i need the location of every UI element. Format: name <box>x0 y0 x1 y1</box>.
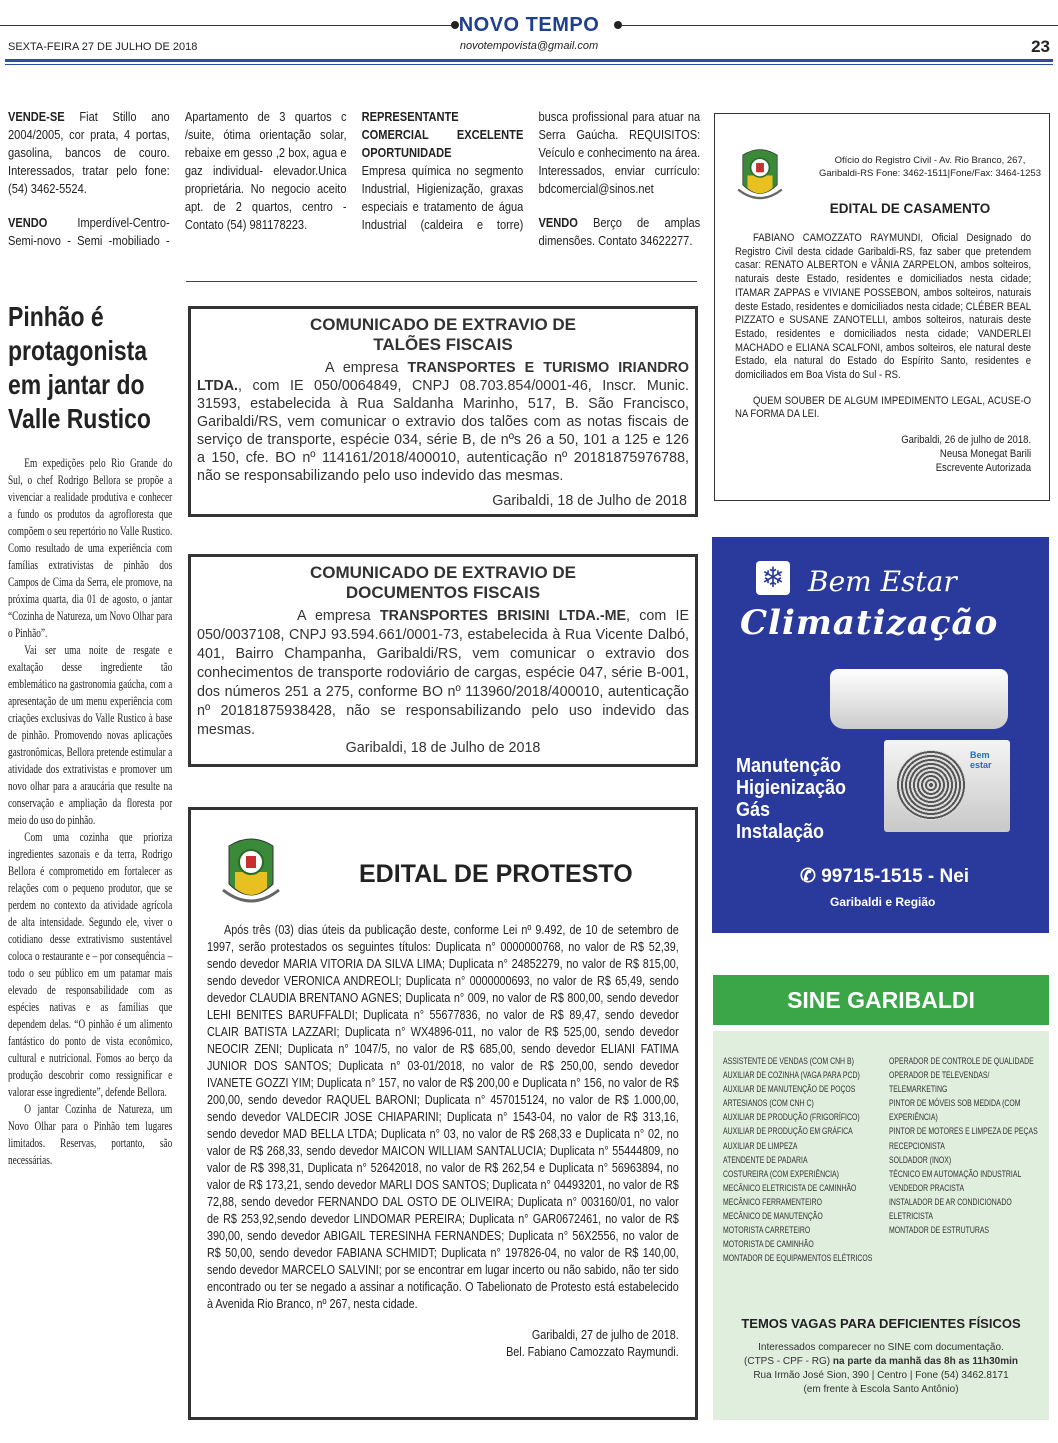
notice-text <box>191 359 695 485</box>
job-item: TÉCNICO EM AUTOMAÇÃO INDUSTRIAL <box>889 1168 1022 1180</box>
job-item: AUXILIAR DE LIMPEZA <box>723 1140 798 1152</box>
job-item: OPERADOR DE CONTROLE DE QUALIDADE <box>889 1056 1034 1067</box>
casamento-body: FABIANO CAMOZZATO RAYMUNDI, Oficial Designado do Registro Civil desta cidade Garibaldi-RS, faz saber que pretendem casar: RENATO ALBERTON e VÂNIA ZARPELON, ambos solteiros, naturais deste Estado, residentes e domiciliados nesta cidade; ITAMAR ZAPPAS e VIVIANE POSSEBON, ambos solteiros, naturais deste Estado, residentes e domiciliados nesta cidade; CLÉBER BEAL PIZZATO e SUSANE ZANOTELLI, ambos solteiros, naturais deste Estado, residentes e domiciliados nesta cidade; VANDERLEI MACHADO e ELIANA SCALFONI, ambos solteiros, ele natural deste Estado, ela natural do Estado do Espírito Santo, residentes e domiciliados em Boa Vista do Sul - RS. <box>735 232 1032 382</box>
casamento-date: Garibaldi, 26 de julho de 2018. <box>901 434 1032 447</box>
job-item: RECEPCIONISTA <box>889 1140 945 1152</box>
notice-lost-receipts <box>188 306 698 517</box>
job-item: INSTALADOR DE AR CONDICIONADO <box>889 1196 1012 1208</box>
sine-info-line: Interessados comparecer no SINE com documentação. <box>758 1342 1004 1353</box>
job-item: VENDEDOR PRACISTA <box>889 1182 965 1194</box>
article-paragraph: O jantar Cozinha de Natureza, um Novo Olhar para o Pinhão tem lugares limitados. Reservas, portanto, são necessárias. <box>8 1102 173 1167</box>
protest-signer: Bel. Fabiano Camozzato Raymundi. <box>506 1345 679 1359</box>
service-item: Manutenção <box>736 755 842 777</box>
job-item: COSTUREIRA (COM EXPERIÊNCIA) <box>723 1168 839 1180</box>
service-item: Gás <box>736 799 771 821</box>
casamento-content <box>735 232 1031 475</box>
ad-services <box>736 755 846 843</box>
company-name: TRANSPORTES E TURISMO IRIANDRO LTDA. <box>197 360 689 394</box>
protest-signature <box>207 1327 679 1361</box>
job-item: SOLDADOR (INOX) <box>889 1154 952 1166</box>
edital-casamento <box>714 113 1050 501</box>
casamento-title: EDITAL DE CASAMENTO <box>829 201 991 216</box>
notice-date: Garibaldi, 18 de Julho de 2018 <box>492 493 687 509</box>
ad-brand-main: Climatização <box>740 603 999 643</box>
office-line: Ofício do Registro Civil - Av. Rio Branco, 267, <box>834 155 1026 166</box>
air-conditioner-outdoor-unit <box>884 740 1010 832</box>
job-item: MECÂNICO FERRAMENTEIRO <box>723 1196 823 1208</box>
job-item: MOTORISTA CARRETEIRO <box>723 1225 811 1237</box>
job-item: ELETRICISTA <box>889 1211 934 1223</box>
classified-heading: REPRESENTANTE COMERCIAL EXCELENTE OPORTUNIDADE <box>361 109 524 160</box>
header-email: novotempovista@gmail.com <box>459 40 599 52</box>
job-item: OPERADOR DE TELEVENDAS/ TELEMARKETING <box>889 1070 990 1096</box>
job-item: ATENDENTE DE PADARIA <box>723 1154 808 1166</box>
job-item: MONTADOR DE ESTRUTURAS <box>889 1225 990 1237</box>
page-number: 23 <box>1031 37 1050 56</box>
classifieds <box>8 108 700 250</box>
classified-text: Fiat Stillo ano 2004/2005, cor prata, 4 portas, gasolina, bancos de couro. Interessados, tratar pelo fone: (54) 3462-5524. <box>8 109 170 196</box>
sine-hours: na parte da manhã das 8h as 11h30min <box>832 1356 1018 1367</box>
classified-ad <box>538 214 700 250</box>
protest-body: Após três (03) dias úteis da publicação deste, conforme Lei nº 9.492, de 10 de setembro de 1997, serão protestados os seguintes títulos: Duplicata n° 0000000768, no valor de R$ 52,39, sendo devedor MARIA VITORIA DA SILVA LIMA; Duplicata n° 24852279, no valor de R$ 815,00, sendo devedor VERONICA ANDREOLI; Duplicata n° 0000000693, no valor de R$ 65,49, sendo devedor CLAUDIA BRENTANO AGNES; Duplicata n° 009, no valor de R$ 800,00, sendo devedor LEHI BENITES BARUFFALDI; Duplicata n° 55677836, no valor de R$ 89,47, sendo devedor CLAIR BATISTA LAZZARI; Duplicata n° WX4896-011, no valor de R$ 525,00, sendo devedor NEOCIR ZENI; Duplicata n° 1047/5, no valor de R$ 685,00, sendo devedor ELIANI FATIMA JUNIOR DOS SANTOS; Duplicata n° 03-01/2018, no valor de R$ 250,00, sendo devedor IVANETE GOZZI YIM; Duplicata n° 157, no valor de R$ 200,00 e Duplicata n° 156, no valor de R$ 200,00, sendo devedor RAQUEL BARONI; Duplicata n° 457015124, no valor de R$ 1.000,00, sendo devedor VALDECIR JOSE CHIAPARINI; Duplicata n° 1543-04, no valor de R$ 313,16, sendo devedor MAD BELLA LTDA; Duplicata n° 03, no valor de R$ 268,33 e Duplicata n° 02, no valor de R$ 268,33, sendo devedor MAICON WILLIAM SANTALUCIA; Duplicata n° 55444809, no valor de R$ 398,31, Duplicata n° 52642018, no valor de R$ 262,54 e Duplicata n° 56963894, no valor de R$ 173,21, sendo devedor MARLI DOS SANTOS; Duplicata n° 04493201, no valor de R$ 72,88, sendo devedor FERNANDO DAL OSTO DE OLIVEIRA; Duplicata n° 003160/01, no valor de R$ 253,92,sendo devedor LINDOMAR PEREIRA; Duplicata n° GAR0672461, no valor de R$ 390,00, sendo devedor ABIGAIL TERESINHA FERNANDES; Duplicata n° 56X2556, no valor de R$ 50,00, sendo devedor FABIANA SCHMIDT; Duplicata n° 197826-04, no valor de R$ 140,00, sendo devedor MARCELO SALVINI; por se encontrar em lugar incerto ou não sabido, não ter sido encontrado ou ter se negado a assinar a notificação. O Tabelionato de Protesto está estabelecido à Avenida Rio Branco, nº 267, nesta cidade. <box>207 923 679 1311</box>
ad-phone <box>800 865 969 888</box>
edital-protesto <box>188 807 698 1420</box>
notice-date: Garibaldi, 18 de Julho de 2018 <box>345 740 541 756</box>
article-body <box>8 455 172 1169</box>
service-item: Higienização <box>736 777 847 799</box>
header-divider <box>5 64 1053 65</box>
job-item: PINTOR DE MÓVEIS SOB MEDIDA (COM EXPERIÊNCIA) <box>889 1098 1021 1124</box>
notice-title: COMUNICADO DE EXTRAVIO DE DOCUMENTOS FISCAIS <box>309 563 577 602</box>
classified-heading: VENDO <box>538 215 578 230</box>
whatsapp-icon: ✆ <box>800 866 822 887</box>
classified-heading: VENDO <box>8 215 48 230</box>
article-paragraph: Em expedições pelo Rio Grande do Sul, o chef Rodrigo Bellora se propõe a vivenciar a realidade produtiva e conhecer a fundo os produtos da agrofloresta que compõem o seu repertório no Valle Rustico. Como resultado de uma experiência com famílias extrativistas de pinhão dos Campos de Cima da Serra, ele promove, na próxima quarta, dia 01 de agosto, o jantar “Cozinha de Natureza, um Novo Olhar para o Pinhão”. <box>8 456 173 640</box>
sine-info <box>713 1341 1049 1397</box>
registry-office-address <box>815 154 1045 180</box>
office-line: Garibaldi-RS Fone: 3462-1511|Fone/Fax: 3464-1253 <box>819 168 1041 179</box>
article-paragraph: Com uma cozinha que prioriza ingredientes sazonais e da terra, Rodrigo Bellora é comprometido em fortalecer as relações com o pequeno produtor, que se perdem no contexto da atividade agrícola de alta intensidade. Segundo ele, viver o cotidiano desse extrativismo sustentável coloca o restaurante e – por consequência – todo o seu público em um patamar mais elevado de responsabilidade com as espécies nativas e as famílias que dependem delas. “O pinhão é um alimento fantástico do ponto de vista econômico, cultural e nutricional. Fomos ao berço da produção descobrir como ressignificar e valorar esse ingrediente”, defende Bellora. <box>8 830 173 1099</box>
notice-text-pre: A empresa <box>297 608 380 624</box>
sine-landmark: (em frente à Escola Santo Antônio) <box>803 1384 959 1395</box>
notice-lost-documents <box>188 554 698 767</box>
advertisement-bem-estar[interactable] <box>712 537 1049 933</box>
notice-text-body: , com IE 050/0064849, CNPJ 08.703.854/0001-46, Inscr. Munic. 31593, estabelecida à Rua Saldanha Marinho, 517, B. São Francisco, Garibaldi/RS, vem comunicar o extravio dos talões com as notas fiscais de serviço de transporte, espécie 034, série B, de nºs 26 a 50, 101 a 125 e 126 a 150, cfe. BO nº 114161/2018/400010, autenticação nº 20181875976788, não se responsabilizando pelo uso indevido das mesmas. <box>197 378 689 484</box>
job-item: MECÂNICO DE MANUTENÇÃO <box>723 1211 823 1223</box>
sine-title: SINE GARIBALDI <box>713 975 1049 1025</box>
job-item: AUXILIAR DE MANUTENÇÃO DE POÇOS ARTESIANOS (COM CNH C) <box>723 1084 856 1110</box>
section-divider <box>186 281 697 282</box>
sine-subtitle: TEMOS VAGAS PARA DEFICIENTES FÍSICOS <box>741 1316 1021 1331</box>
article-headline: Pinhão é protagonista em jantar do Valle Rustico <box>8 301 151 434</box>
article-paragraph: Vai ser uma noite de resgate e exaltação desse ingrediente tão emblemático na gastronomia gaúcha, com a apresentação de um menu experiência com criações exclusivas do Valle Rustico à base de pinhão. Promovendo novas aplicações gastronômicas, Bellora pretende estimular a atividade dos extrativistas e promover um novo olhar para a araucária que resulte na conservação e ampliação da floresta por meio do uso do pinhão. <box>8 643 173 827</box>
unit-logo: Bem estar <box>970 750 992 770</box>
job-list-col1 <box>723 1055 883 1266</box>
sine-docs: (CTPS - CPF - RG) <box>744 1356 833 1367</box>
classified-text: Empresa química no segmento Industrial, Higienização, graxas especiais e tratamento de água Industrial (caldeira e torre) busca profissional para atuar na Serra Gaúcha. REQUISITOS: Veículo e conhecimento na área. Interessados, enviar currículo: bdcomercial@sinos.net <box>361 109 701 232</box>
sine-divider <box>713 1025 1049 1031</box>
notice-text <box>191 607 695 740</box>
classified-heading: VENDE-SE <box>8 109 65 124</box>
ad-phone-number: 99715-1515 - Nei <box>821 866 970 887</box>
classified-ad <box>8 108 170 198</box>
casamento-warning: QUEM SOUBER DE ALGUM IMPEDIMENTO LEGAL, ACUSE-O NA FORMA DA LEI. <box>735 394 1032 421</box>
job-item: AUXILIAR DE PRODUÇÃO (FRIGORÍFICO) <box>723 1112 860 1124</box>
header-divider <box>5 59 1053 62</box>
job-item: AUXILIAR DE PRODUÇÃO EM GRÁFICA <box>723 1126 853 1138</box>
notice-text-pre: A empresa <box>325 360 408 376</box>
protest-content <box>207 922 679 1361</box>
newspaper-title: NOVO TEMPO <box>458 14 600 36</box>
job-item: PINTOR DE MOTORES E LIMPEZA DE PEÇAS <box>889 1126 1038 1138</box>
sine-info-line <box>713 1355 1049 1369</box>
classified-text: Imperdível-Centro-Semi-novo - Semi -mobiliado -Apartamento de 3 quartos c /suite, ótima orientação solar, rebaixe em gesso ,2 box, agua e gaz individual- elevador.Unica proprietária. No negocio aceito apt. de 2 quartos, centro - Contato (54) 981178223. <box>8 109 347 248</box>
coat-of-arms-icon <box>219 832 283 916</box>
casamento-role: Escrevente Autorizada <box>935 461 1032 474</box>
job-item: MECÂNICO ELETRICISTA DE CAMINHÃO <box>723 1182 857 1194</box>
protest-date: Garibaldi, 27 de julho de 2018. <box>531 1328 679 1342</box>
job-item: MOTORISTA DE CAMINHÃO <box>723 1239 814 1251</box>
notice-title: COMUNICADO DE EXTRAVIO DE TALÕES FISCAIS <box>309 315 577 354</box>
service-item: Instalação <box>736 821 825 843</box>
air-conditioner-indoor-unit <box>830 669 1008 729</box>
snowflake-icon: ❄ <box>756 561 790 595</box>
casamento-signer: Neusa Monegat Barili <box>939 447 1032 460</box>
protest-title: EDITAL DE PROTESTO <box>359 860 633 888</box>
company-name: TRANSPORTES BRISINI LTDA.-ME <box>379 608 627 624</box>
job-list-col2 <box>889 1055 1039 1238</box>
notice-text-body: , com IE 050/0037108, CNPJ 93.594.661/0001-73, estabelecida à Rua Vicente Dalbó, 401, Bairro Champanha, Garibaldi/RS, vem comunicar o extravio dos conhecimentos de transporte rodoviário de cargas, espécie 047, série B-001, dos números 251 a 275, conforme BO nº 113960/2018/400010, autenticação nº 20181875938428, não se responsabilizando pelo uso indevido das mesmas. <box>197 608 689 738</box>
ad-region: Garibaldi e Região <box>830 895 936 909</box>
ad-brand-top: Bem Estar <box>808 565 957 598</box>
fan-icon <box>896 750 966 820</box>
header-date: SEXTA-FEIRA 27 DE JULHO DE 2018 <box>8 41 198 53</box>
job-item: ASSISTENTE DE VENDAS (COM CNH B) <box>723 1056 854 1067</box>
sine-address: Rua Irmão José Sion, 390 | Centro | Fone (54) 3462.8171 <box>753 1370 1009 1381</box>
classified-text: Berço de amplas dimensões. Contato 34622277. <box>538 215 701 248</box>
casamento-signature <box>735 434 1031 475</box>
sine-garibaldi <box>713 975 1049 1420</box>
job-item: MONTADOR DE EQUIPAMENTOS ELÉTRICOS <box>723 1253 873 1265</box>
coat-of-arms-icon <box>735 142 785 212</box>
job-item: AUXILIAR DE COZINHA (VAGA PARA PCD) <box>723 1070 860 1082</box>
